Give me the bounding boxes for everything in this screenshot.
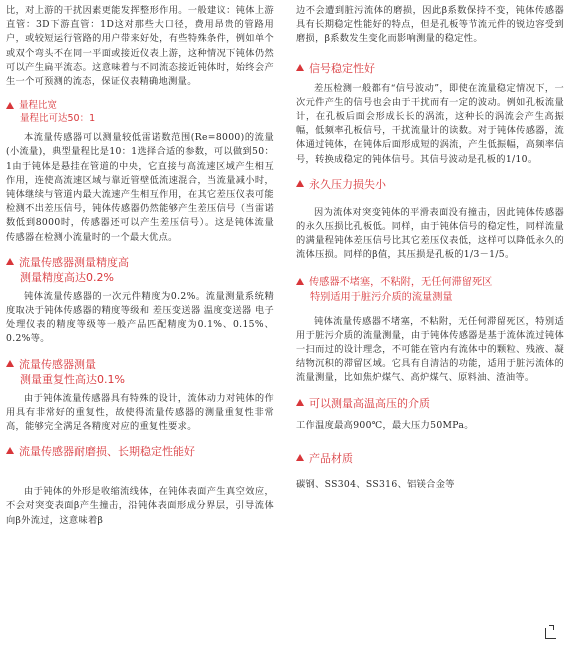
high-temp-pressure-paragraph: 工作温度最高900℃，最大压力50MPa。 [296,419,474,431]
triangle-bullet-icon [6,258,14,265]
pressure-loss-paragraph: 因为流体对突变钝体的平滑表面没有撞击，因此钝体传感器的永久压损比孔板低。同样，由于钝体信号的稳定性，同样流量的满量程钝体差压信号比其它差压仪表低，这样可以降低永久的流体压损。同样的β值，其压损是孔板的1/3－1/5。 [296,206,564,261]
wear-resistance-heading-text: 流量传感器耐磨损、长期稳定性能好 [19,445,195,459]
no-clog-paragraph: 钝体流量传感器不堵塞，不粘附，无任何滞留死区，特别适用于脏污介质的流量测量，由于钝体传感器是基于流体流过钝体一扫而过的设计理念，不可能在管内有流体中的颗粒、残液、凝结物沉积的滞留区域。它具有自清洁的功能，适用于脏污流体的流量测量，比如焦炉煤气、高炉煤气、原料油、渣油等。 [296,315,564,384]
triangle-bullet-icon [296,454,304,461]
high-temp-pressure-heading-text: 可以测量高温高压的介质 [309,396,430,410]
pressure-loss-heading-text: 永久压力损失小 [309,177,386,191]
triangle-bullet-icon [6,102,14,109]
high-temp-pressure-heading [296,396,564,411]
accuracy-heading-line1: 流量传感器测量精度高 [19,255,129,269]
triangle-bullet-icon [296,278,304,285]
signal-stability-heading [296,61,564,76]
triangle-bullet-icon [6,360,14,367]
accuracy-heading-line2: 测量精度高达0.2% [20,270,114,284]
wear-resistance-heading [6,444,274,459]
left-column [6,4,274,528]
repeatability-heading-line1: 流量传感器测量 [19,357,96,371]
range-ratio-heading-line1: 量程比宽 [19,100,58,112]
triangle-bullet-icon [296,180,304,187]
range-ratio-heading-line2: 量程比可达50：1 [20,113,96,125]
materials-heading-text: 产品材质 [309,451,353,465]
materials-heading [296,451,564,466]
accuracy-heading [6,255,274,286]
pressure-loss-heading [296,177,564,192]
repeatability-paragraph: 由于钝体流量传感器具有特殊的设计，流体动力对钝体的作用具有非常好的重复性，故使得流量传感器的测量重复性非常高，能够完全满足各精度对应的重复性要求。 [6,392,274,433]
materials-paragraph: 碳钢、SS304、SS316、铝镁合金等 [296,478,455,490]
repeatability-heading-line2: 测量重复性高达0.1% [20,372,125,386]
wear-resistance-paragraph: 由于钝体的外形是收缩流线体，在钝体表面产生真空效应，不会对突变表面β产生撞击，沿钝体表面形成分界层，引导流体向β外流过，这意味着β [6,486,274,526]
intro-paragraph: 比，对上游的干扰因素更能发挥整形作用。一般建议：钝体上游直管：3D下游直管：1D这对那些大口径，费用昂贵的管路用户，或较短运行管路的用户带来好处，有些特殊条件，例如单个或双个弯头不在同一平面或接近仪表上游，这种情况下钝体仍然可以产生扁平流态。这意味着与不同流态接近钝体时，始终会产生一个可预测的流态，保证仪表精确地测量。 [6,5,274,88]
range-ratio-paragraph: 本流量传感器可以测量较低雷诺数范围(Re=8000)的流量(小流量)，典型量程比是10：1选择合适的参数，可以做到50：1由于钝体是悬挂在管道的中央，它直接与高流速区域产生相互作用，连使高流速区域与靠近管壁低流速混合，当流量减小时，钝体继续与管道内最大流速产生相互作用，在其它差压仪表可能检测不出差压信号，钝体传感器仍然能够产生差压信号（当雷诺数低到8000时，传感器还可以产生差压信号）。这是钝体流量传感器在检测小流量时的一个最大优点。 [6,132,274,243]
no-clog-heading [296,275,564,305]
triangle-bullet-icon [296,64,304,71]
no-clog-heading-line1: 传感器不堵塞，不粘附，无任何滞留死区 [309,276,493,288]
signal-stability-paragraph: 差压检测一般都有“信号波动”，即使在流量稳定情况下，一次元件产生的信号也会由于干扰而有一定的波动。例如孔板流量计，在孔板后面会形成长长的涡流，这种长的涡流会产生高振幅，低频率孔板信号，干扰流量计的读数。对于钝体传感器，流体通过钝体，在钝体后面形成短的涡流，产生低振幅，高频率信号，转换成稳定的钝体信号。其信号波动是孔板的1/10。 [296,82,564,165]
triangle-bullet-icon [296,399,304,406]
repeatability-heading [6,357,274,388]
right-column [296,4,564,492]
accuracy-paragraph: 钝体流量传感器的一次元件精度为0.2%。流量测量系统精度取决于钝体传感器的精度等级和 差压变送器 温度变送器 电子处理仪表的精度等级等一般产品匹配精度为0.1%、0.15%、0.2%等。 [6,290,274,345]
wear-resistance-continued: 边不会遭到脏污流体的磨损，因此β系数保持不变，钝体传感器具有长期稳定性能好的特点，但是孔板等节流元件的锐边容受到磨损，β系数发生变化而影响测量的稳定性。 [296,5,564,45]
range-ratio-heading [6,99,274,125]
triangle-bullet-icon [6,447,14,454]
corner-arrow-icon [545,628,556,639]
no-clog-heading-line2: 特别适用于脏污介质的流量测量 [310,291,453,303]
signal-stability-heading-text: 信号稳定性好 [309,61,375,75]
